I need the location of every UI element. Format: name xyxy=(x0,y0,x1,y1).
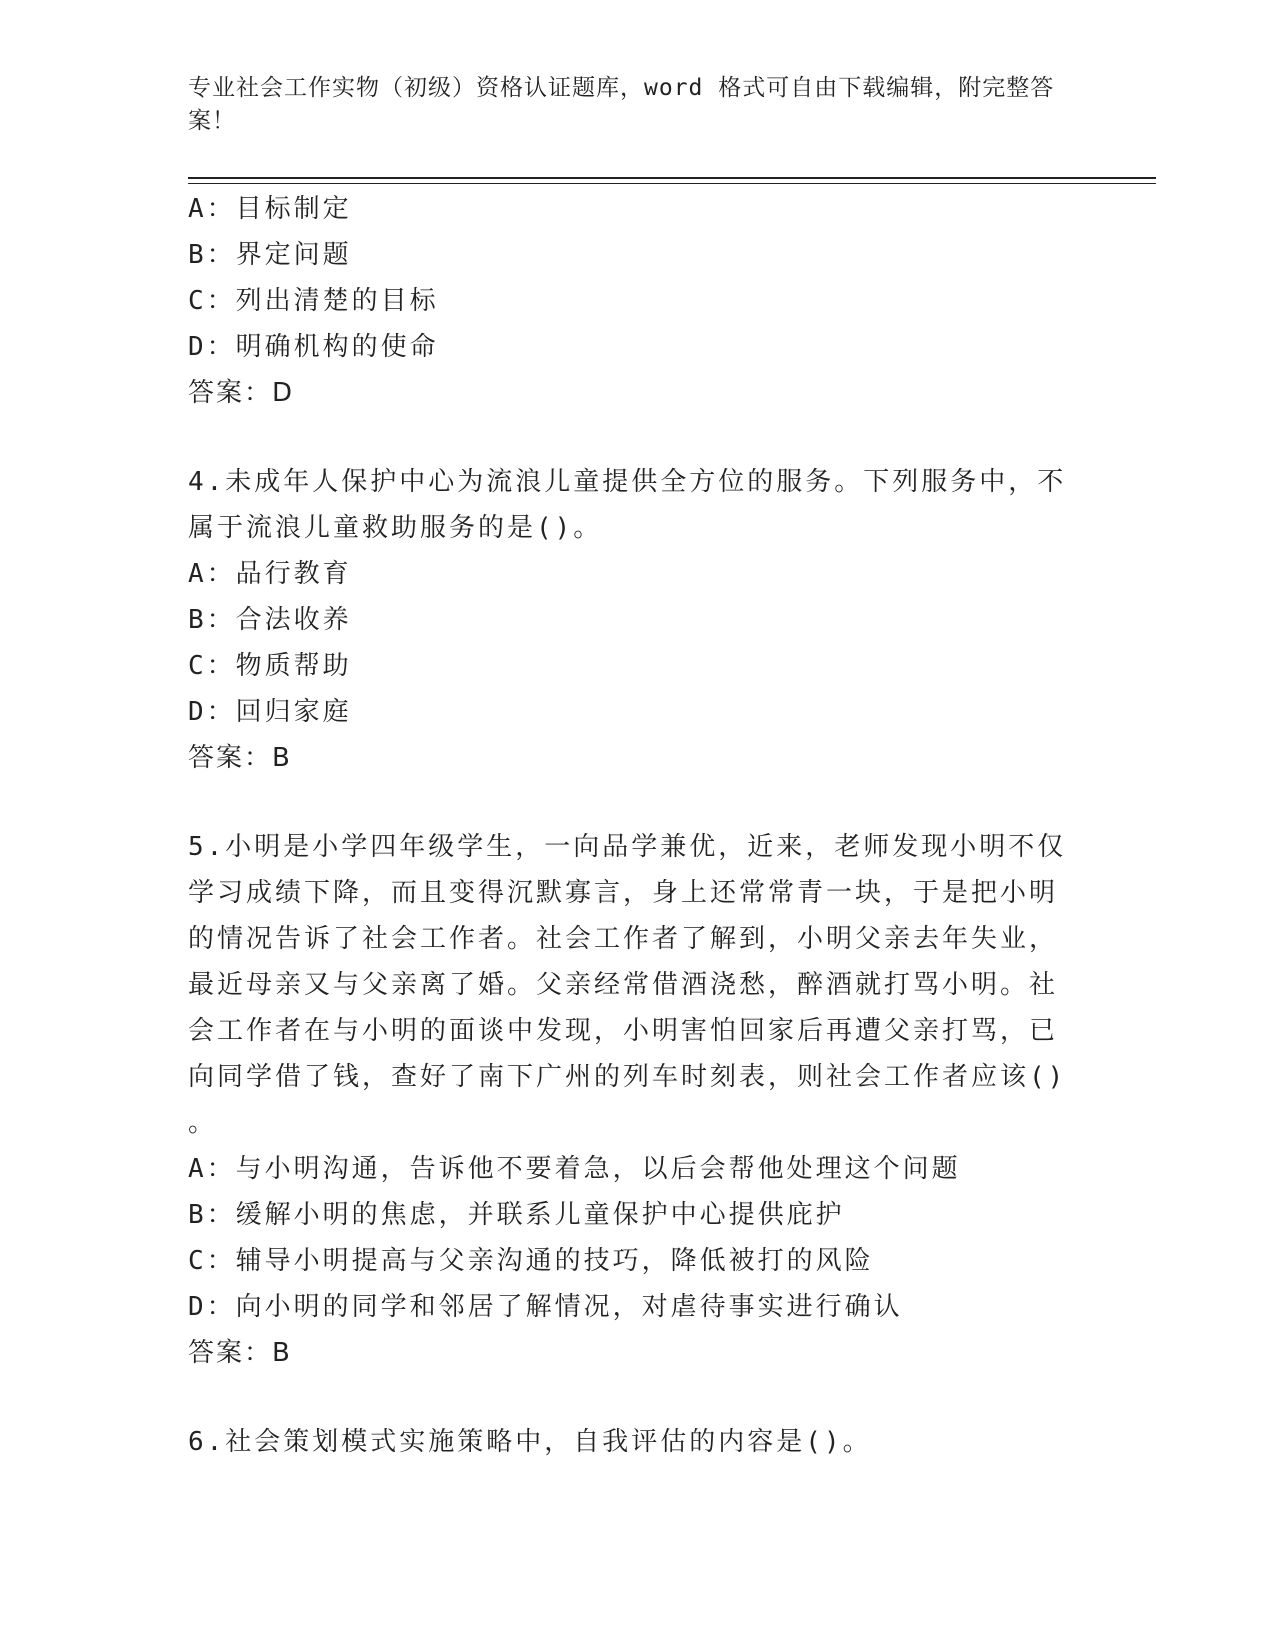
option-b: B：缓解小明的焦虑，并联系儿童保护中心提供庇护 xyxy=(188,1200,845,1230)
question-5 xyxy=(188,824,1068,1376)
option-d: D：明确机构的使命 xyxy=(188,332,439,362)
option-b: B：界定问题 xyxy=(188,240,352,270)
header-rule-thin xyxy=(188,183,1156,184)
question-3 xyxy=(188,186,1068,416)
question-stem-line: 5.小明是小学四年级学生，一向品学兼优，近来，老师发现小明不仅 xyxy=(188,832,1067,862)
option-d: D：向小明的同学和邻居了解情况，对虐待事实进行确认 xyxy=(188,1292,903,1322)
document-header xyxy=(188,72,1068,138)
question-stem-line: 6.社会策划模式实施策略中，自我评估的内容是()。 xyxy=(188,1427,872,1457)
document-body xyxy=(188,186,1068,1465)
option-d: D：回归家庭 xyxy=(188,697,352,727)
answer-line: 答案：B xyxy=(188,743,292,773)
question-stem-line: 属于流浪儿童救助服务的是()。 xyxy=(188,513,603,543)
question-stem-line: 的情况告诉了社会工作者。社会工作者了解到，小明父亲去年失业， xyxy=(188,924,1059,954)
question-stem-line: 最近母亲又与父亲离了婚。父亲经常借酒浇愁，醉酒就打骂小明。社 xyxy=(188,970,1059,1000)
header-line-2: 案！ xyxy=(188,108,236,134)
header-line-1: 专业社会工作实物（初级）资格认证题库，word 格式可自由下载编辑，附完整答 xyxy=(188,75,1055,101)
question-spacer xyxy=(188,781,1068,824)
question-stem-line: 。 xyxy=(188,1108,218,1138)
answer-line: 答案：B xyxy=(188,1338,292,1368)
question-stem-line: 4.未成年人保护中心为流浪儿童提供全方位的服务。下列服务中，不 xyxy=(188,467,1067,497)
option-a: A：品行教育 xyxy=(188,559,352,589)
option-a: A：目标制定 xyxy=(188,194,352,224)
question-stem-line: 向同学借了钱，查好了南下广州的列车时刻表，则社会工作者应该() xyxy=(188,1062,1067,1092)
question-6 xyxy=(188,1419,1068,1465)
option-b: B：合法收养 xyxy=(188,605,352,635)
question-4 xyxy=(188,459,1068,781)
header-rule-thick xyxy=(188,177,1156,179)
option-c: C：物质帮助 xyxy=(188,651,352,681)
option-c: C：列出清楚的目标 xyxy=(188,286,439,316)
question-spacer xyxy=(188,416,1068,459)
option-c: C：辅导小明提高与父亲沟通的技巧，降低被打的风险 xyxy=(188,1246,874,1276)
option-a: A：与小明沟通，告诉他不要着急，以后会帮他处理这个问题 xyxy=(188,1154,961,1184)
question-spacer xyxy=(188,1376,1068,1419)
question-stem-line: 学习成绩下降，而且变得沉默寡言，身上还常常青一块，于是把小明 xyxy=(188,878,1059,908)
question-stem-line: 会工作者在与小明的面谈中发现，小明害怕回家后再遭父亲打骂，已 xyxy=(188,1016,1059,1046)
answer-line: 答案：D xyxy=(188,378,295,408)
